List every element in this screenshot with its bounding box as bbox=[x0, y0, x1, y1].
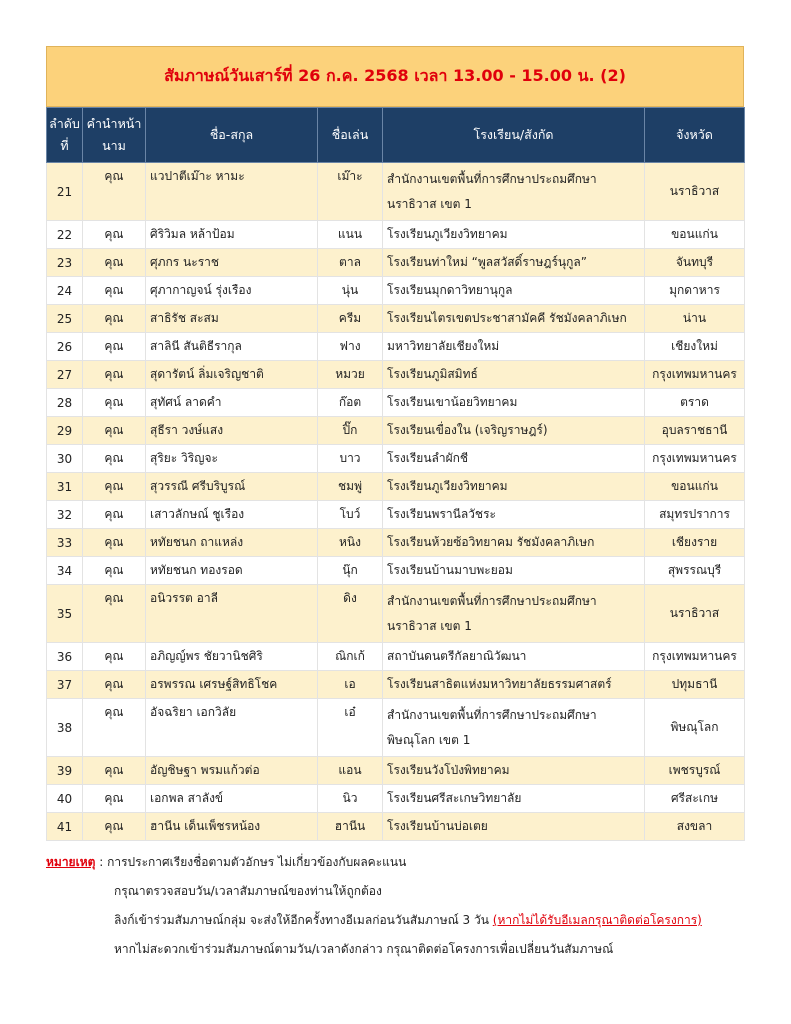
row-name: สุทัศน์ ลาดคำ bbox=[146, 389, 318, 417]
row-school: สำนักงานเขตพื้นที่การศึกษาประถมศึกษาพิษณุโลก เขต 1 bbox=[383, 699, 645, 757]
row-prefix: คุณ bbox=[83, 389, 146, 417]
table-row bbox=[47, 501, 745, 529]
row-school: โรงเรียนสาธิตแห่งมหาวิทยาลัยธรรมศาสตร์ bbox=[383, 671, 645, 699]
row-number: 38 bbox=[47, 699, 83, 757]
row-number: 23 bbox=[47, 249, 83, 277]
row-prefix: คุณ bbox=[83, 445, 146, 473]
contact-project-link[interactable]: (หากไม่ได้รับอีเมลกรุณาติดต่อโครงการ) bbox=[492, 913, 702, 927]
row-nickname: ดิง bbox=[318, 585, 383, 643]
row-nickname: โบว์ bbox=[318, 501, 383, 529]
note-label: หมายเหตุ bbox=[46, 855, 96, 869]
row-school: โรงเรียนห้วยซ้อวิทยาคม รัชมังคลาภิเษก bbox=[383, 529, 645, 557]
row-name: สาธิรัช สะสม bbox=[146, 305, 318, 333]
row-nickname: หนิง bbox=[318, 529, 383, 557]
row-name: หทัยชนก ถาแหล่ง bbox=[146, 529, 318, 557]
row-number: 41 bbox=[47, 813, 83, 841]
row-nickname: นุ๊ก bbox=[318, 557, 383, 585]
note-line-3 bbox=[46, 906, 702, 935]
row-name: สุวรรณี ศรีบริบูรณ์ bbox=[146, 473, 318, 501]
row-number: 39 bbox=[47, 757, 83, 785]
row-name: เอกพล สาลังข์ bbox=[146, 785, 318, 813]
row-nickname: ณิกเก้ bbox=[318, 643, 383, 671]
row-number: 33 bbox=[47, 529, 83, 557]
row-school: โรงเรียนพรานีลวัชระ bbox=[383, 501, 645, 529]
row-number: 34 bbox=[47, 557, 83, 585]
note-line-2: กรุณาตรวจสอบวัน/เวลาสัมภาษณ์ของท่านให้ถูกต้อง bbox=[114, 884, 382, 898]
row-province: น่าน bbox=[645, 305, 745, 333]
row-prefix: คุณ bbox=[83, 671, 146, 699]
note-line-1 bbox=[46, 848, 702, 877]
table-row bbox=[47, 221, 745, 249]
row-prefix: คุณ bbox=[83, 529, 146, 557]
table-row bbox=[47, 249, 745, 277]
row-nickname: ปิ๊ก bbox=[318, 417, 383, 445]
row-prefix: คุณ bbox=[83, 643, 146, 671]
row-school: มหาวิทยาลัยเชียงใหม่ bbox=[383, 333, 645, 361]
row-school: โรงเรียนภูเวียงวิทยาคม bbox=[383, 221, 645, 249]
row-province: เชียงราย bbox=[645, 529, 745, 557]
row-prefix: คุณ bbox=[83, 699, 146, 757]
table-row bbox=[47, 643, 745, 671]
table-row bbox=[47, 529, 745, 557]
table-row bbox=[47, 163, 745, 221]
row-nickname: ก๊อต bbox=[318, 389, 383, 417]
row-nickname: นุ่น bbox=[318, 277, 383, 305]
row-province: จันทบุรี bbox=[645, 249, 745, 277]
row-number: 28 bbox=[47, 389, 83, 417]
row-school: โรงเรียนบ้านบ่อเตย bbox=[383, 813, 645, 841]
row-school: โรงเรียนมุกดาวิทยานุกูล bbox=[383, 277, 645, 305]
row-name: อรพรรณ เศรษฐ์สิทธิโชค bbox=[146, 671, 318, 699]
table-row bbox=[47, 671, 745, 699]
row-prefix: คุณ bbox=[83, 305, 146, 333]
row-prefix: คุณ bbox=[83, 585, 146, 643]
row-number: 37 bbox=[47, 671, 83, 699]
row-name: อภิญญ์พร ชัยวานิชศิริ bbox=[146, 643, 318, 671]
row-province: ศรีสะเกษ bbox=[645, 785, 745, 813]
row-school: โรงเรียนท่าใหม่ “พูลสวัสดิ์ราษฎร์นุกูล” bbox=[383, 249, 645, 277]
row-province: สุพรรณบุรี bbox=[645, 557, 745, 585]
row-province: กรุงเทพมหานคร bbox=[645, 445, 745, 473]
table-row bbox=[47, 305, 745, 333]
row-prefix: คุณ bbox=[83, 361, 146, 389]
note-text-3: ลิงก์เข้าร่วมสัมภาษณ์กลุ่ม จะส่งให้อีกครั้งทางอีเมลก่อนวันสัมภาษณ์ 3 วัน bbox=[114, 913, 493, 927]
col-header-province: จังหวัด bbox=[645, 108, 745, 163]
note-text-1: : การประกาศเรียงชื่อตามตัวอักษร ไม่เกี่ยวข้องกับผลคะแนน bbox=[95, 855, 407, 869]
col-header-name: ชื่อ-สกุล bbox=[146, 108, 318, 163]
row-number: 30 bbox=[47, 445, 83, 473]
row-nickname: เอ bbox=[318, 671, 383, 699]
row-prefix: คุณ bbox=[83, 557, 146, 585]
row-school: โรงเรียนภูมิสมิทธ์ bbox=[383, 361, 645, 389]
row-number: 26 bbox=[47, 333, 83, 361]
row-prefix: คุณ bbox=[83, 757, 146, 785]
row-prefix: คุณ bbox=[83, 333, 146, 361]
row-name: สุริยะ วิริญจะ bbox=[146, 445, 318, 473]
row-name: สุธีรา วงษ์แสง bbox=[146, 417, 318, 445]
row-nickname: แอน bbox=[318, 757, 383, 785]
col-header-no: ลำดับที่ bbox=[47, 108, 83, 163]
row-nickname: ฮานีน bbox=[318, 813, 383, 841]
row-province: นราธิวาส bbox=[645, 585, 745, 643]
row-name: ศุภกร นะราช bbox=[146, 249, 318, 277]
row-school: โรงเรียนเขื่องใน (เจริญราษฎร์) bbox=[383, 417, 645, 445]
col-header-prefix: คำนำหน้านาม bbox=[83, 108, 146, 163]
page-title: สัมภาษณ์วันเสาร์ที่ 26 ก.ค. 2568 เวลา 13.00 - 15.00 น. (2) bbox=[46, 46, 744, 107]
table-row bbox=[47, 417, 745, 445]
row-number: 24 bbox=[47, 277, 83, 305]
row-number: 40 bbox=[47, 785, 83, 813]
row-province: กรุงเทพมหานคร bbox=[645, 643, 745, 671]
row-nickname: บาว bbox=[318, 445, 383, 473]
row-province: ขอนแก่น bbox=[645, 473, 745, 501]
table-row bbox=[47, 813, 745, 841]
row-province: อุบลราชธานี bbox=[645, 417, 745, 445]
applicant-table bbox=[46, 107, 745, 841]
row-number: 27 bbox=[47, 361, 83, 389]
row-province: เพชรบูรณ์ bbox=[645, 757, 745, 785]
notes-section bbox=[46, 848, 702, 964]
row-prefix: คุณ bbox=[83, 785, 146, 813]
row-nickname: หมวย bbox=[318, 361, 383, 389]
row-name: แวปาตีเม๊าะ หามะ bbox=[146, 163, 318, 221]
row-name: ศิริวิมล หล้าป้อม bbox=[146, 221, 318, 249]
row-number: 36 bbox=[47, 643, 83, 671]
row-number: 22 bbox=[47, 221, 83, 249]
schedule-sheet bbox=[46, 46, 744, 841]
row-school: โรงเรียนภูเวียงวิทยาคม bbox=[383, 473, 645, 501]
row-nickname: แนน bbox=[318, 221, 383, 249]
table-row bbox=[47, 445, 745, 473]
row-name: อัญชิษฐา พรมแก้วต่อ bbox=[146, 757, 318, 785]
row-prefix: คุณ bbox=[83, 417, 146, 445]
row-name: สุดารัตน์ ลิ่มเจริญชาติ bbox=[146, 361, 318, 389]
table-row bbox=[47, 757, 745, 785]
row-province: ตราด bbox=[645, 389, 745, 417]
table-header bbox=[47, 108, 745, 163]
table-row bbox=[47, 333, 745, 361]
row-province: พิษณุโลก bbox=[645, 699, 745, 757]
row-name: อนิวรรต อาลี bbox=[146, 585, 318, 643]
row-nickname: นิว bbox=[318, 785, 383, 813]
row-name: หทัยชนก ทองรอด bbox=[146, 557, 318, 585]
row-name: เสาวลักษณ์ ชูเรือง bbox=[146, 501, 318, 529]
row-province: สงขลา bbox=[645, 813, 745, 841]
row-school: โรงเรียนวังโป่งพิทยาคม bbox=[383, 757, 645, 785]
col-header-nickname: ชื่อเล่น bbox=[318, 108, 383, 163]
row-prefix: คุณ bbox=[83, 163, 146, 221]
row-school: สำนักงานเขตพื้นที่การศึกษาประถมศึกษานราธิวาส เขต 1 bbox=[383, 585, 645, 643]
row-name: อัจฉริยา เอกวิลัย bbox=[146, 699, 318, 757]
row-prefix: คุณ bbox=[83, 277, 146, 305]
row-province: เชียงใหม่ bbox=[645, 333, 745, 361]
row-nickname: เอ๋ bbox=[318, 699, 383, 757]
row-nickname: ครีม bbox=[318, 305, 383, 333]
row-number: 29 bbox=[47, 417, 83, 445]
row-number: 35 bbox=[47, 585, 83, 643]
table-row bbox=[47, 473, 745, 501]
table-row bbox=[47, 699, 745, 757]
row-school: สำนักงานเขตพื้นที่การศึกษาประถมศึกษานราธิวาส เขต 1 bbox=[383, 163, 645, 221]
row-nickname: ฟาง bbox=[318, 333, 383, 361]
row-number: 32 bbox=[47, 501, 83, 529]
row-nickname: เม๊าะ bbox=[318, 163, 383, 221]
row-province: นราธิวาส bbox=[645, 163, 745, 221]
row-name: ศุภากาญจน์ รุ่งเรือง bbox=[146, 277, 318, 305]
row-school: โรงเรียนศรีสะเกษวิทยาลัย bbox=[383, 785, 645, 813]
row-prefix: คุณ bbox=[83, 249, 146, 277]
row-province: ปทุมธานี bbox=[645, 671, 745, 699]
row-nickname: ตาล bbox=[318, 249, 383, 277]
row-prefix: คุณ bbox=[83, 501, 146, 529]
col-header-school: โรงเรียน/สังกัด bbox=[383, 108, 645, 163]
row-number: 31 bbox=[47, 473, 83, 501]
row-prefix: คุณ bbox=[83, 221, 146, 249]
table-row bbox=[47, 557, 745, 585]
row-school: โรงเรียนลำผักชี bbox=[383, 445, 645, 473]
row-province: ขอนแก่น bbox=[645, 221, 745, 249]
row-name: สาลินี สันติธีรากุล bbox=[146, 333, 318, 361]
row-number: 21 bbox=[47, 163, 83, 221]
table-row bbox=[47, 785, 745, 813]
row-province: กรุงเทพมหานคร bbox=[645, 361, 745, 389]
row-nickname: ชมพู่ bbox=[318, 473, 383, 501]
row-name: ฮานีน เด็นเพ็ชรหน้อง bbox=[146, 813, 318, 841]
row-school: โรงเรียนไตรเขตประชาสามัคคี รัชมังคลาภิเษก bbox=[383, 305, 645, 333]
table-row bbox=[47, 389, 745, 417]
row-province: มุกดาหาร bbox=[645, 277, 745, 305]
note-line-4: หากไม่สะดวกเข้าร่วมสัมภาษณ์ตามวัน/เวลาดังกล่าว กรุณาติดต่อโครงการเพื่อเปลี่ยนวันสัมภาษณ์ bbox=[114, 942, 614, 956]
table-row bbox=[47, 585, 745, 643]
table-row bbox=[47, 277, 745, 305]
row-school: โรงเรียนบ้านมาบพะยอม bbox=[383, 557, 645, 585]
row-school: โรงเรียนเขาน้อยวิทยาคม bbox=[383, 389, 645, 417]
row-school: สถาบันดนตรีกัลยาณิวัฒนา bbox=[383, 643, 645, 671]
table-row bbox=[47, 361, 745, 389]
row-prefix: คุณ bbox=[83, 813, 146, 841]
row-number: 25 bbox=[47, 305, 83, 333]
row-prefix: คุณ bbox=[83, 473, 146, 501]
row-province: สมุทรปราการ bbox=[645, 501, 745, 529]
